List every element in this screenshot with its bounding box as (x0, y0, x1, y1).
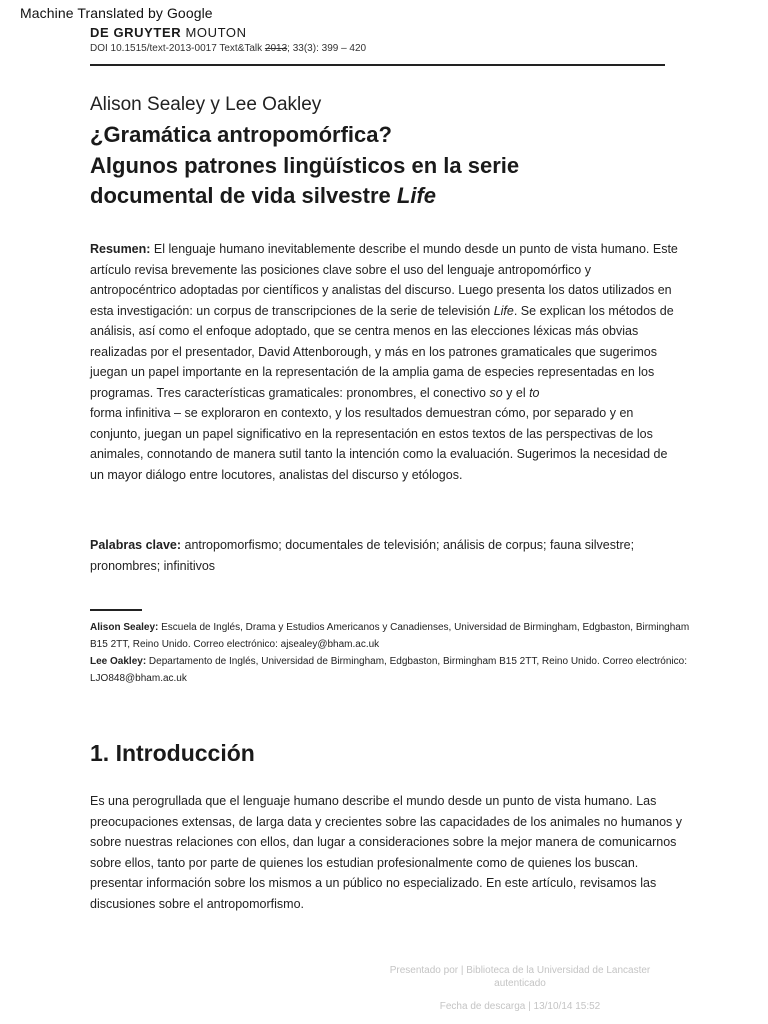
affiliation-text: Escuela de Inglés, Drama y Estudios Americanos y Canadienses, Universidad de Birmingham, Edgbaston, Birmingham B15 2TT, Reino Unido. Correo electrónico: ajsealey@bham.ac.uk (90, 622, 690, 650)
affiliation-text: Departamento de Inglés, Universidad de Birmingham, Edgbaston, Birmingham B15 2TT, Reino Unido. Correo electrónico: LJO848@bham.ac.uk (90, 656, 687, 684)
doi-volume: ; 33(3): 399 – 420 (287, 43, 367, 54)
title-italic-life: Life (396, 183, 437, 208)
abstract-italic-life: Life (493, 303, 514, 318)
machine-translation-banner: Machine Translated by Google (20, 5, 213, 21)
abstract (90, 239, 680, 485)
download-watermark (360, 964, 680, 1013)
abstract-italic-so: so (489, 385, 503, 400)
keywords-text: antropomorfismo; documentales de televisión; análisis de corpus; fauna silvestre; pronombres; infinitivos (90, 538, 635, 573)
intro-paragraph: Es una perogrullada que el lenguaje humano describe el mundo desde un punto de vista humano. Las preocupaciones extensas, de larga data y crecientes sobre las capacidades de los animales no humanos y sobre nuestras relaciones con ellos, dan lugar a consideraciones sobre la mejor manera de comunicarnos sobre ellos, tanto por parte de quienes los estudian profesionalmente como de quienes los buscan. presentar información sobre los mismos a un público no especializado. En este artículo, revisamos las discusiones sobre el antropomorfismo. (90, 794, 683, 911)
title-line-1: ¿Gramática antropomórfica? (90, 122, 392, 147)
watermark-line-1: Presentado por | Biblioteca de la Universidad de Lancaster (389, 965, 651, 976)
abstract-text-1: El lenguaje humano inevitablemente describe el mundo desde un punto de vista humano. Este artículo revisa brevemente las posiciones clave sobre el uso del lenguaje antropomórfico y antropocéntrico adoptadas por científicos y analistas del discurso. Luego presenta los datos utilizados en esta investigación: un corpus de transcripciones de la serie de televisión (90, 242, 678, 318)
affiliation-sealey (90, 619, 690, 653)
footnote-rule (90, 609, 142, 611)
doi-struck-year: 2013 (264, 43, 288, 54)
keywords (90, 535, 680, 576)
article-authors: Alison Sealey y Lee Oakley (90, 94, 322, 115)
abstract-label: Resumen: (90, 242, 151, 256)
publisher-name-regular: MOUTON (185, 25, 247, 40)
publisher-name-bold: DE GRUYTER (90, 25, 182, 40)
abstract-text-4: forma infinitiva – se exploraron en contexto, y los resultados demuestran cómo, por separado y en conjunto, juegan un papel significativo en la representación en estos textos de las perspectivas de los animales, connotando de manera sutil tanto la intención como la evaluación. Sugerimos la necesidad de un mayor diálogo entre locutores, analistas del discurso y etólogos. (90, 406, 668, 482)
title-line-3: documental de vida silvestre (90, 183, 391, 208)
watermark-download-date: Fecha de descarga | 13/10/14 15:52 (439, 1001, 601, 1012)
abstract-text-3: y el (502, 385, 530, 400)
affiliation-name: Alison Sealey: (90, 622, 159, 633)
abstract-italic-to: to (529, 385, 540, 400)
title-line-2: Algunos patrones lingüísticos en la serie (90, 152, 520, 178)
author-affiliations (90, 619, 690, 687)
watermark-line-2: autenticado (494, 978, 546, 989)
keywords-label: Palabras clave: (90, 538, 182, 552)
article-title (90, 120, 680, 212)
abstract-text-2: . Se explican los métodos de análisis, así como el enfoque adoptado, que se centra menos en las elecciones léxicas más obvias realizadas por el presentador, David Attenborough, y más en los patrones gramaticales que sugerimos juegan un papel importante en la representación de la amplia gama de especies representadas en los programas. Tres características gramaticales: pronombres, el conectivo (90, 303, 674, 400)
affiliation-name: Lee Oakley: (90, 656, 147, 667)
section-heading: 1. Introducción (90, 740, 255, 766)
doi-text: DOI 10.1515/text-2013-0017 Text&Talk (90, 43, 265, 54)
doi-line (90, 43, 366, 54)
header-rule (90, 64, 665, 66)
publisher-logo (90, 25, 247, 40)
affiliation-oakley (90, 653, 690, 687)
